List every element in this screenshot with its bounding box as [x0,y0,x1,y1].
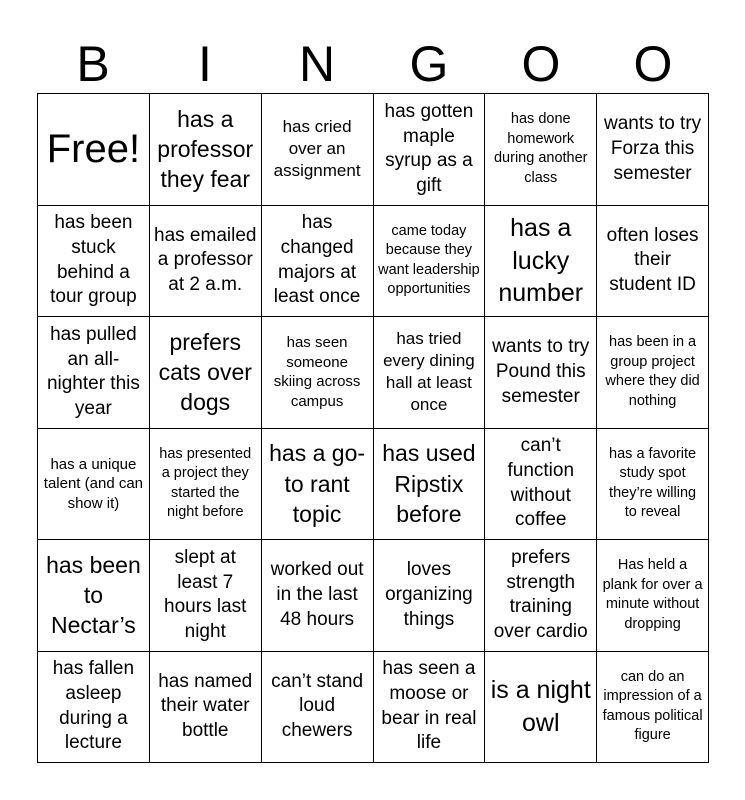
bingo-header [37,34,709,94]
cell-text: has done homework during another class [493,111,588,186]
cell-text: has a favorite study spot they’re willing to reveal [609,445,697,521]
cell-text: loves organizing things [385,559,473,630]
cell-text: has been to Nectar’s [46,551,141,639]
cell-text: Has held a plank for over a minute without dropping [602,557,703,632]
cell-text: has cried over an assignment [273,117,361,181]
bingo-cell[interactable] [597,317,709,429]
bingo-cell[interactable] [262,317,374,429]
bingo-cell[interactable] [150,540,262,652]
cell-text: has been stuck behind a tour group [50,212,137,308]
header-letter: N [298,36,336,92]
bingo-cell[interactable] [485,429,597,541]
bingo-cell[interactable] [597,206,709,318]
cell-text: often loses their student ID [606,224,699,296]
cell-text: has tried every dining hall at least once [383,329,475,415]
cell-text: has seen someone skiing across campus [273,334,361,410]
bingo-cell[interactable] [374,206,486,318]
cell-text: Free! [46,127,141,172]
bingo-cell[interactable] [262,94,374,206]
cell-text: can’t function without coffee [507,435,575,531]
bingo-cell[interactable] [38,540,150,652]
cell-text: has gotten maple syrup as a gift [384,100,474,196]
bingo-cell[interactable] [597,429,709,541]
header-letter: O [633,36,673,92]
bingo-cell[interactable] [38,429,150,541]
bingo-card [37,93,709,763]
bingo-cell[interactable] [597,540,709,652]
cell-text: prefers strength training over cardio [493,546,588,642]
bingo-cell[interactable] [597,94,709,206]
cell-text: has a go-to rant topic [269,440,366,527]
cell-text: has pulled an all-nighter this year [46,323,140,419]
bingo-cell[interactable] [374,317,486,429]
bingo-cell[interactable] [485,94,597,206]
cell-text: has been in a group project where they did nothing [605,334,700,409]
bingo-cell[interactable] [150,317,262,429]
header-letter: G [409,36,449,92]
cell-text: wants to try Forza this semester [604,113,702,184]
cell-text: can do an impression of a famous political figure [602,668,703,744]
cell-text: is a night owl [490,676,591,737]
cell-text: worked out in the last 48 hours [270,559,364,630]
bingo-cell[interactable] [485,540,597,652]
cell-text: has a unique talent (and can show it) [43,455,144,512]
cell-text: has emailed a professor at 2 a.m. [154,224,257,296]
cell-text: prefers cats over dogs [158,328,252,416]
bingo-cell[interactable] [38,317,150,429]
cell-text: has fallen asleep during a lecture [52,658,135,754]
bingo-cell[interactable] [485,652,597,764]
bingo-cell[interactable] [262,652,374,764]
cell-text: slept at least 7 hours last night [164,546,247,642]
cell-text: has seen a moose or bear in real life [381,658,477,754]
header-letter: B [76,36,110,92]
bingo-cell[interactable] [374,429,486,541]
cell-text: has a lucky number [498,214,584,307]
bingo-cell[interactable] [374,94,486,206]
cell-text: wants to try Pound this semester [492,336,590,407]
header-letter: O [521,36,561,92]
bingo-cell[interactable] [262,206,374,318]
cell-text: has presented a project they started the night before [159,445,252,521]
bingo-cell[interactable] [38,206,150,318]
bingo-cell[interactable] [150,94,262,206]
cell-text: came today because they want leadership opportunities [378,222,480,298]
cell-text: has changed majors at least once [273,212,361,308]
cell-text: has named their water bottle [158,670,253,742]
bingo-cell[interactable] [38,652,150,764]
cell-text: has used Ripstix before [382,440,476,527]
bingo-cell[interactable] [150,206,262,318]
bingo-cell[interactable] [262,429,374,541]
bingo-cell[interactable] [597,652,709,764]
bingo-cell[interactable] [374,540,486,652]
bingo-cell[interactable] [374,652,486,764]
cell-text: can’t stand loud chewers [271,670,364,742]
bingo-cell[interactable] [485,206,597,318]
free-space[interactable] [38,94,150,206]
bingo-cell[interactable] [485,317,597,429]
header-letter: I [198,36,212,92]
bingo-cell[interactable] [150,652,262,764]
bingo-cell[interactable] [150,429,262,541]
cell-text: has a professor they fear [157,105,254,193]
bingo-cell[interactable] [262,540,374,652]
